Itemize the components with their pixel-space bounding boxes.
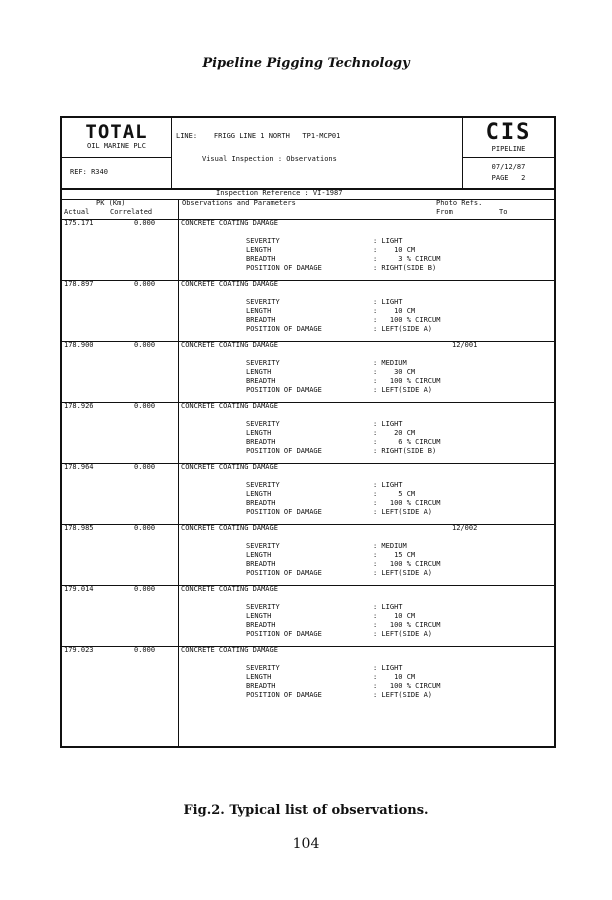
company-sub: OIL MARINE PLC: [86, 142, 146, 150]
pk-correlated: 0.000: [134, 219, 156, 227]
param-value-position: : LEFT(SIDE A): [373, 630, 433, 638]
pk-actual: 179.014: [64, 585, 94, 593]
company-block: [62, 118, 172, 158]
param-label-length: LENGTH: [246, 673, 272, 681]
pk-correlated: 0.000: [134, 463, 156, 471]
figure-caption: Fig.2. Typical list of observations.: [183, 803, 429, 818]
line-block: [172, 118, 462, 188]
param-label-breadth: BREADTH: [246, 438, 276, 446]
pk-actual: 178.964: [64, 463, 94, 471]
param-value-position: : LEFT(SIDE A): [373, 569, 433, 577]
form-header: [62, 118, 554, 190]
col-correlated: Correlated: [110, 208, 153, 216]
col-observations: Observations and Parameters: [182, 199, 296, 207]
pk-correlated: 0.000: [134, 402, 156, 410]
pk-correlated: 0.000: [134, 646, 156, 654]
param-label-length: LENGTH: [246, 246, 272, 254]
param-value-severity: : MEDIUM: [373, 359, 407, 367]
inspection-form: [60, 116, 556, 748]
param-value-length: : 10 CM: [373, 307, 416, 315]
param-label-length: LENGTH: [246, 307, 272, 315]
photo-ref: 12/001: [452, 341, 478, 349]
param-label-breadth: BREADTH: [246, 377, 276, 385]
param-value-breadth: : 100 % CIRCUM: [373, 621, 441, 629]
cis-block: [462, 118, 554, 158]
page-field: PAGE 2: [491, 174, 526, 182]
param-value-position: : LEFT(SIDE A): [373, 691, 433, 699]
observation-type: CONCRETE COATING DAMAGE: [181, 341, 278, 349]
param-value-severity: : LIGHT: [373, 603, 403, 611]
param-value-breadth: : 100 % CIRCUM: [373, 316, 441, 324]
pk-correlated: 0.000: [134, 585, 156, 593]
param-label-position: POSITION OF DAMAGE: [246, 630, 322, 638]
pipeline-label: PIPELINE: [491, 145, 526, 153]
param-label-position: POSITION OF DAMAGE: [246, 447, 322, 455]
observation-type: CONCRETE COATING DAMAGE: [181, 646, 278, 654]
param-value-breadth: : 6 % CIRCUM: [373, 438, 441, 446]
param-label-position: POSITION OF DAMAGE: [246, 508, 322, 516]
param-value-position: : LEFT(SIDE A): [373, 325, 433, 333]
company-name: TOTAL: [85, 121, 148, 143]
param-label-severity: SEVERITY: [246, 664, 280, 672]
observation-type: CONCRETE COATING DAMAGE: [181, 463, 278, 471]
param-value-breadth: : 100 % CIRCUM: [373, 560, 441, 568]
param-label-position: POSITION OF DAMAGE: [246, 264, 322, 272]
line-field: LINE: FRIGG LINE 1 NORTH TP1-MCP01: [176, 132, 341, 140]
param-value-length: : 20 CM: [373, 429, 416, 437]
pk-actual: 175.171: [64, 219, 94, 227]
visual-inspection-title: Visual Inspection : Observations: [202, 155, 337, 163]
pk-actual: 178.985: [64, 524, 94, 532]
pk-actual: 179.023: [64, 646, 94, 654]
param-value-severity: : MEDIUM: [373, 542, 407, 550]
param-label-position: POSITION OF DAMAGE: [246, 569, 322, 577]
param-label-severity: SEVERITY: [246, 237, 280, 245]
column-divider: [178, 199, 179, 746]
param-value-breadth: : 100 % CIRCUM: [373, 682, 441, 690]
param-value-position: : LEFT(SIDE A): [373, 508, 433, 516]
ref-field: REF: R340: [62, 158, 172, 188]
param-value-length: : 10 CM: [373, 673, 416, 681]
param-label-length: LENGTH: [246, 368, 272, 376]
col-from: From: [436, 208, 453, 216]
param-label-position: POSITION OF DAMAGE: [246, 386, 322, 394]
param-label-breadth: BREADTH: [246, 316, 276, 324]
param-value-breadth: : 100 % CIRCUM: [373, 377, 441, 385]
param-value-length: : 10 CM: [373, 246, 416, 254]
photo-ref: 12/002: [452, 524, 478, 532]
pk-correlated: 0.000: [134, 280, 156, 288]
param-label-severity: SEVERITY: [246, 359, 280, 367]
param-label-length: LENGTH: [246, 551, 272, 559]
param-value-length: : 30 CM: [373, 368, 416, 376]
param-label-severity: SEVERITY: [246, 481, 280, 489]
param-value-position: : RIGHT(SIDE B): [373, 447, 437, 455]
param-label-severity: SEVERITY: [246, 542, 280, 550]
param-label-breadth: BREADTH: [246, 560, 276, 568]
param-label-severity: SEVERITY: [246, 298, 280, 306]
param-value-length: : 5 CM: [373, 490, 416, 498]
param-value-breadth: : 3 % CIRCUM: [373, 255, 441, 263]
param-label-length: LENGTH: [246, 429, 272, 437]
col-photo: Photo Refs.: [436, 199, 483, 207]
param-label-length: LENGTH: [246, 490, 272, 498]
param-label-breadth: BREADTH: [246, 255, 276, 263]
date-block: [462, 158, 554, 188]
cis-logo: CIS: [485, 120, 532, 145]
param-value-severity: : LIGHT: [373, 237, 403, 245]
observation-type: CONCRETE COATING DAMAGE: [181, 524, 278, 532]
observation-type: CONCRETE COATING DAMAGE: [181, 402, 278, 410]
param-label-position: POSITION OF DAMAGE: [246, 325, 322, 333]
col-to: To: [499, 208, 508, 216]
param-value-position: : LEFT(SIDE A): [373, 386, 433, 394]
param-label-severity: SEVERITY: [246, 603, 280, 611]
observation-type: CONCRETE COATING DAMAGE: [181, 585, 278, 593]
inspection-reference: Inspection Reference : VI-1987: [216, 189, 343, 197]
param-label-breadth: BREADTH: [246, 499, 276, 507]
param-value-length: : 10 CM: [373, 612, 416, 620]
col-pk: PK (Km): [96, 199, 126, 207]
param-label-breadth: BREADTH: [246, 682, 276, 690]
pk-actual: 178.897: [64, 280, 94, 288]
pk-correlated: 0.000: [134, 341, 156, 349]
pk-actual: 178.926: [64, 402, 94, 410]
observation-type: CONCRETE COATING DAMAGE: [181, 219, 278, 227]
form-date: 07/12/87: [491, 163, 526, 171]
param-value-severity: : LIGHT: [373, 298, 403, 306]
page-number: 104: [292, 836, 320, 852]
param-value-breadth: : 100 % CIRCUM: [373, 499, 441, 507]
param-value-length: : 15 CM: [373, 551, 416, 559]
param-label-position: POSITION OF DAMAGE: [246, 691, 322, 699]
running-head: Pipeline Pigging Technology: [202, 56, 410, 71]
param-value-position: : RIGHT(SIDE B): [373, 264, 437, 272]
param-label-breadth: BREADTH: [246, 621, 276, 629]
param-value-severity: : LIGHT: [373, 420, 403, 428]
param-value-severity: : LIGHT: [373, 481, 403, 489]
param-value-severity: : LIGHT: [373, 664, 403, 672]
pk-correlated: 0.000: [134, 524, 156, 532]
param-label-severity: SEVERITY: [246, 420, 280, 428]
column-header: [62, 199, 554, 220]
col-actual: Actual: [64, 208, 90, 216]
param-label-length: LENGTH: [246, 612, 272, 620]
pk-actual: 178.900: [64, 341, 94, 349]
observation-type: CONCRETE COATING DAMAGE: [181, 280, 278, 288]
